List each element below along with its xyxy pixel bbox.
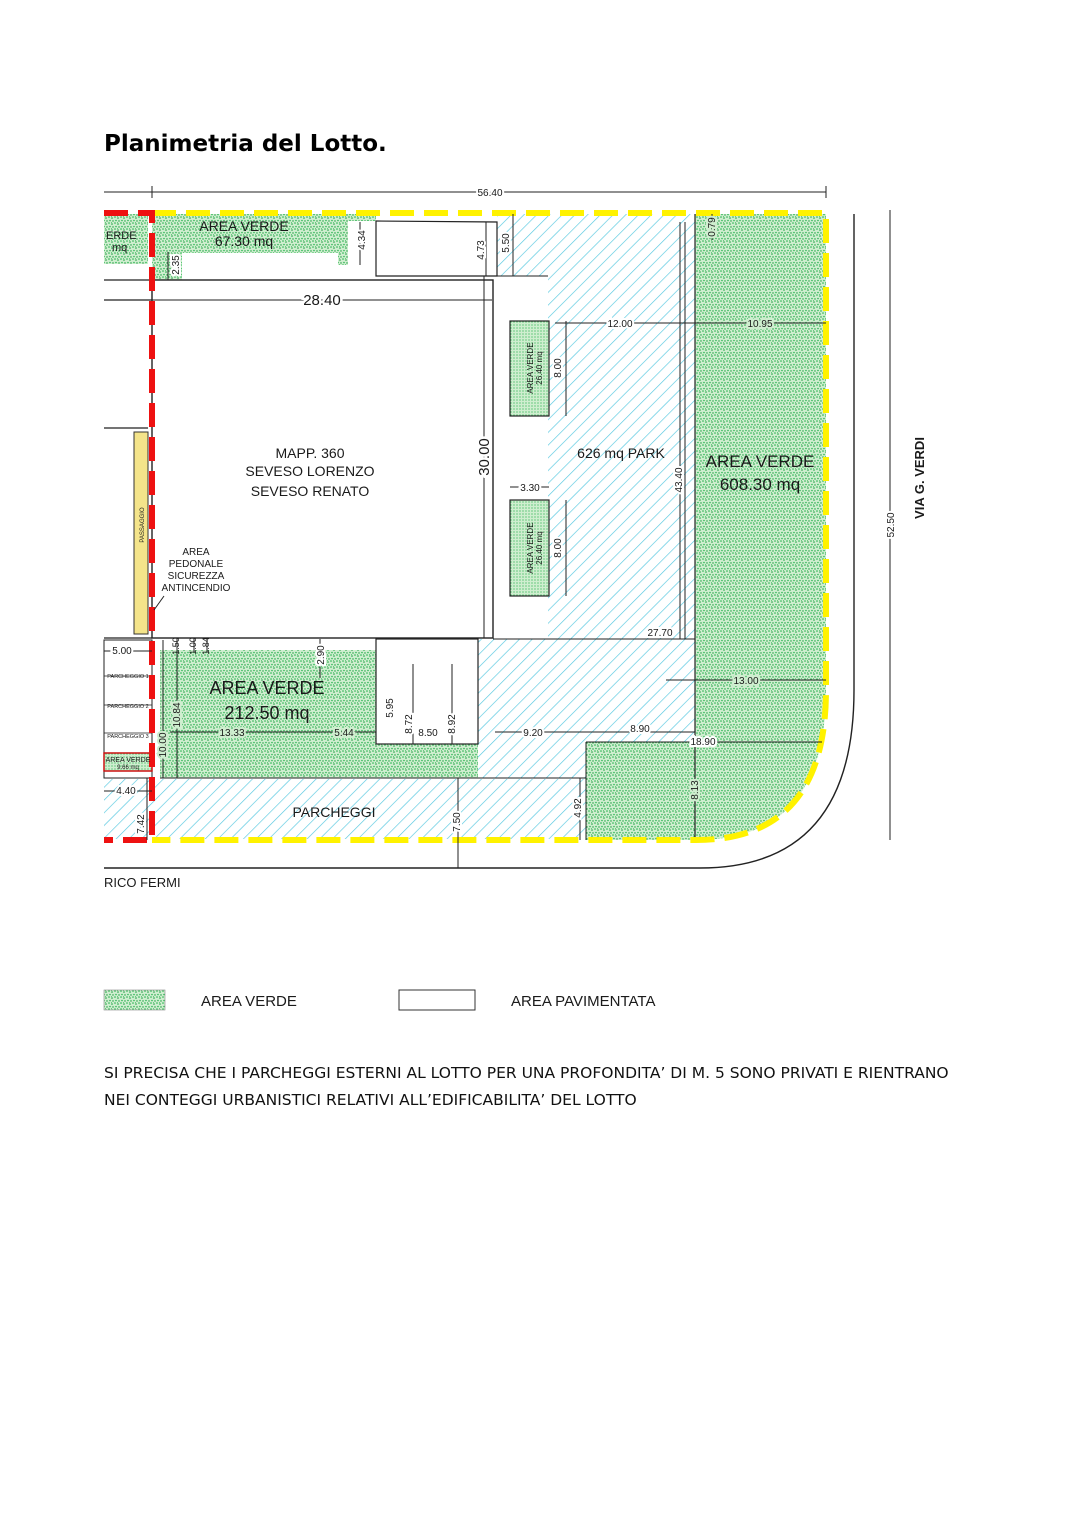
dim-4-73: 4.73 <box>476 240 487 260</box>
mapp-line-2: SEVESO LORENZO <box>245 463 375 479</box>
dim-7-50: 7.50 <box>452 812 463 832</box>
legend-paved-label: AREA PAVIMENTATA <box>511 993 656 1010</box>
legend-green-swatch <box>104 990 165 1010</box>
top-green-name: AREA VERDE <box>199 218 289 234</box>
dim-2-35: 2.35 <box>171 255 182 275</box>
street-fermi: RICO FERMI <box>104 875 181 890</box>
small-green-2-name: AREA VERDE <box>526 522 535 574</box>
dim-4-92: 4.92 <box>573 798 584 818</box>
mapp-line-3: SEVESO RENATO <box>250 483 370 499</box>
zoning-note <box>104 1060 1004 1114</box>
dim-30-00: 30.00 <box>476 438 493 476</box>
dim-3-30: 3.30 <box>520 483 540 494</box>
note-line-2: NEI CONTEGGI URBANISTICI RELATIVI ALL’EDIFICABILITA’ DEL LOTTO <box>104 1091 637 1109</box>
tiny-green-size: 9.66 mq <box>117 765 139 771</box>
dim-27-70: 27.70 <box>647 628 673 639</box>
dim-5-95: 5.95 <box>385 698 396 718</box>
dim-12-00: 12.00 <box>607 319 633 330</box>
dim-56-40: 56.40 <box>477 188 503 199</box>
dim-8-13: 8.13 <box>690 780 701 800</box>
passage-label: PASSAGGIO <box>140 507 146 543</box>
safety-line-4: ANTINCENDIO <box>161 583 231 594</box>
bottom-green-name: AREA VERDE <box>209 678 325 698</box>
tiny-green-name: AREA VERDE <box>105 757 151 764</box>
dim-10-84: 10.84 <box>172 702 183 728</box>
dim-1-84: 1.84 <box>201 637 211 655</box>
dim-1-00: 1.00 <box>188 637 198 655</box>
small-green-1-name: AREA VERDE <box>526 342 535 394</box>
dim-1-50: 1.50 <box>171 637 181 655</box>
parcheggi-label: PARCHEGGI <box>292 804 376 820</box>
parcheggio-3-label: PARCHEGGIO 3 <box>107 734 149 740</box>
dim-2-90: 2.90 <box>316 645 327 665</box>
dim-4-34: 4.34 <box>357 230 368 250</box>
mapp-line-1: MAPP. 360 <box>275 445 345 461</box>
dim-7-42: 7.42 <box>136 814 147 834</box>
dim-8-72: 8.72 <box>404 714 415 734</box>
dim-8-90: 8.90 <box>630 724 650 735</box>
dim-10-95: 10.95 <box>747 319 773 330</box>
parking-hatch-area <box>478 214 695 778</box>
clipped-green-size: mq <box>112 242 128 254</box>
legend-green-label: AREA VERDE <box>201 993 297 1010</box>
main-green-size: 608.30 mq <box>719 475 801 494</box>
page-title: Planimetria del Lotto. <box>104 131 387 157</box>
dim-18-90: 18.90 <box>690 737 716 748</box>
dim-8-92: 8.92 <box>447 714 458 734</box>
legend-paved-swatch <box>399 990 475 1010</box>
parcheggio-1-label: PARCHEGGIO 1 <box>107 674 149 680</box>
dim-8-50: 8.50 <box>418 728 438 739</box>
dim-52-50: 52.50 <box>886 512 897 538</box>
dim-8-00b: 8.00 <box>553 538 564 558</box>
dim-43-40: 43.40 <box>674 467 685 493</box>
small-green-2-size: 26.40 mq <box>535 531 544 565</box>
dim-13-33: 13.33 <box>219 728 245 739</box>
small-green-1-size: 26.40 mq <box>535 351 544 385</box>
dim-10-00: 10.00 <box>158 732 169 758</box>
dim-4-40: 4.40 <box>116 786 136 797</box>
clipped-green-name: ERDE <box>106 230 137 242</box>
dim-28-40: 28.40 <box>303 292 341 309</box>
safety-line-3: SICUREZZA <box>167 571 225 582</box>
dim-9-20: 9.20 <box>523 728 543 739</box>
main-green-name: AREA VERDE <box>705 452 815 471</box>
street-via-verdi: VIA G. VERDI <box>912 437 927 519</box>
parking-area-label: 626 mq PARK <box>577 445 665 461</box>
dim-5-00: 5.00 <box>112 646 132 657</box>
dim-5-44: 5.44 <box>334 728 354 739</box>
dim-13-00: 13.00 <box>733 676 759 687</box>
top-green-size: 67.30 mq <box>214 233 274 249</box>
dim-5-50: 5.50 <box>501 233 512 253</box>
parcheggio-2-label: PARCHEGGIO 2 <box>107 704 149 710</box>
bottom-green-strip <box>376 744 478 778</box>
note-line-1: SI PRECISA CHE I PARCHEGGI ESTERNI AL LOTTO PER UNA PROFONDITA’ DI M. 5 SONO PRIVATI E RIENTRANO <box>104 1064 949 1082</box>
bottom-green-size: 212.50 mq <box>224 703 310 723</box>
dim-0-79: 0.79 <box>707 217 718 237</box>
safety-line-2: PEDONALE <box>168 559 224 570</box>
safety-line-1: AREA <box>182 547 210 558</box>
dim-8-00a: 8.00 <box>553 358 564 378</box>
corner-green-block <box>586 742 695 840</box>
